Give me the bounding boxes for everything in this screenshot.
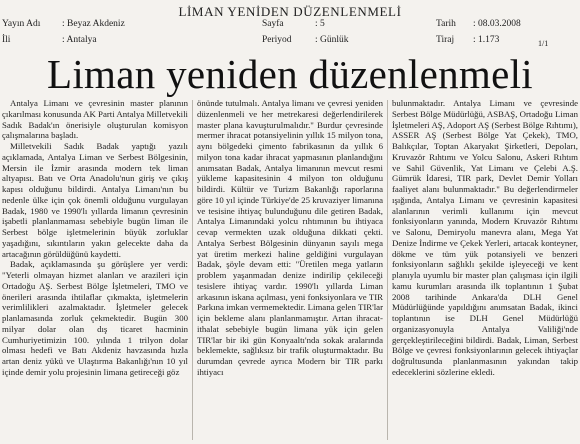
article-body	[2, 98, 578, 442]
column-divider	[192, 100, 193, 440]
column-divider	[387, 100, 388, 440]
meta-ili-label: İli	[2, 35, 11, 45]
article-column-2	[197, 98, 383, 442]
meta-tiraj	[436, 34, 499, 46]
paragraph: Milletvekili Sadık Badak yaptığı yazılı açıklamada, Antalya Liman ve Serbest Bölgesinin, Mersin ile İzmir arasında modern tek liman altyapısı. Batı ve Orta Anadolu'nun giriş ve çıkış kapısı olduğunu bildirdi. Antalya Limanı'nın bu nedenle ülke için çok önemli olduğunu vurgulayan Badak, 1980 ve 1990'lı yıllarda limanın çevresinin işabetli planlanmaması sebebiyle bugün liman ile Serbest bölge işletmelerinin büyük zorluklar yaşadığını, sıkıntıların yakın gelecekte daha da artacağının görüldüğünü kaydetti.	[2, 141, 188, 259]
meta-tarih	[436, 18, 521, 30]
meta-tarih-value: : 08.03.2008	[473, 19, 521, 29]
meta-tiraj-label: Tiraj	[436, 35, 455, 45]
clipping-header	[0, 0, 580, 54]
article-column-3	[392, 98, 578, 442]
page-count: 1/1	[538, 39, 549, 48]
article-headline: Liman yeniden düzenlenmeli	[47, 51, 533, 97]
paragraph: bulunmaktadır. Antalya Limanı ve çevresinde Serbest Bölge Müdürlüğü, ASBAŞ, Ortadoğu Liman İşletmeleri AŞ, Adoport AŞ (Serbest Bölge Rıhtımı), ASSER AŞ (Serbest Bölge Yat Çekek), TMO, Balıkçılar, Toptan Akaryakıt Şirketleri, Depoları, Kruvazör Rıhtımı ve Yolcu Salonu, Askeri Rıhtım ve Sahil Güvenlik, Yat Limanı ve Çelebi A.Ş. Gümrük İdaresi, TIR park, Devlet Demir Yolları faaliyet alanı bulunmaktadır." Bu değerlendirmeler ışığında, Antalya Limanı ve çevresinin kapasitesi alanlarının verimli kullanımı için mevcut fonksiyonların yanında, Modern Kruvazör Rıhtımı ve Salonu, Demiryolu manevra alanı, Mega Yat Denize İndirme ve Çekek Yerleri, artacak konteyner, dökme ve tüm yük potansiyeli ve benzeri fonksiyonların sağlıklı şekilde işleyeceği ve kent planıyla uyumlu bir master plan çalışması için ilgili kamu kurumları arasında ilk toplantının 1 Şubat 2008 tarihinde Ankara'da DLH Genel Müdürlüğünde yapıldığını anımsatan Badak, ikinci toplantının ise DLH Genel Müdürlüğü organizasyonuyla Antalya Valiliği'nde gerçekleştirileceğini bildirdi. Badak, Liman, Serbest Bölge ve çevresi fonksiyonlarının gelecek ihtiyaçlar doğrultusunda planlanmasının yakından takip edeceklerini sözlerine ekledi.	[392, 98, 578, 377]
meta-sayfa-value: : 5	[315, 19, 325, 29]
meta-ili-value: : Antalya	[62, 35, 97, 45]
paragraph: önünde tutulmalı. Antalya limanı ve çevresi yeniden düzenlenmeli ve her metrekaresi değerlendirilerek master plana kavuşturulmalıdır." Burdur çevresinde mermer ihracat potansiyelinin yıllık 15 milyon tona, aynı bölgedeki çimento fabrikasının da yıllık 6 milyon tona kadar ihracat yapmasının planlandığını anımsatan Badak, Antalya limanının mevcut resmi yükleme kapasitesinin 4 milyon ton olduğunu bildirdi. Kültür ve Turizm Bakanlığı raporlarına göre 10 yıl içinde Türkiye'de 25 kruvaziyer limanına ve tesisine ihtiyaç bulunduğunu dile getiren Badak, Antalya Limanındaki yolcu rıhtımının bu ihtiyaca cevap vermekten uzak olduğuna dikkati çekti. Antalya Serbest Bölgesinin dünyanın sayılı mega yat üretim merkezi haline geldiğini vurgulayan Badak, şöyle devam etti: "Üretilen mega yatların problem yaşanmadan denize indirilip çekileceği tesislere ihtiyaç vardır. 1990'lı yıllarda Liman arkasının iskana açılması, yeni fonksiyonlara ve TIR Parkına imkan vermemektedir. Limana gelen TIR'lar için bekleme alanı planlanmamıştır. Artan ihracat-ithalat sebebiyle bugün limana yük için gelen TIR'lar bir iki gün Konyaaltı'nda sokak aralarında beklemekte, sağlıksız bir trafik oluşturmaktadır. Bu durumdan çevrede ayrıca Modern bir TIR parkı ihtiyacı	[197, 98, 383, 377]
meta-yayin	[2, 18, 125, 30]
meta-periyod-value: : Günlük	[315, 35, 349, 45]
meta-yayin-label: Yayın Adı	[2, 19, 41, 29]
paragraph: Antalya Limanı ve çevresinin master planının çıkarılması konusunda AK Parti Antalya Milletvekili Sadık Badak'ın önerisiyle oluşturulan komisyon çalışmalarına başladı.	[2, 98, 188, 141]
meta-periyod	[262, 34, 349, 46]
meta-periyod-label: Periyod	[262, 35, 292, 45]
meta-sayfa-label: Sayfa	[262, 19, 284, 29]
meta-yayin-value: : Beyaz Akdeniz	[62, 19, 125, 29]
meta-sayfa	[262, 18, 325, 30]
meta-tiraj-value: : 1.173	[473, 35, 500, 45]
paragraph: Badak, açıklamasında şu görüşlere yer verdi: "Yeterli olmayan hizmet alanları ve arazileri için Ortadoğu AŞ. Serbest Bölge İşletmeleri, TMO ve önerileri arasında ihtilaflar çıkmakta, işletmelerin verimlilikleri azalmaktadır. İşletmeler gelecek planlamasında zorluk çekmektedir. Bugün 300 milyar dolar olan dış ticaret hacminin Cumhuriyetimizin 100. yılında 1 trilyon dolar olması hedefi ve Batı Akdeniz havzasında hızla artan deniz yükü ve Ulaştırma Bakanlığı'nın 10 yıl içinde demir yolu projesinin limana getireceği göz	[2, 259, 188, 377]
publication-header: LİMAN YENİDEN DÜZENLENMELİ	[178, 4, 402, 19]
meta-tarih-label: Tarih	[436, 19, 456, 29]
meta-ili	[2, 34, 97, 46]
article-column-1	[2, 98, 188, 442]
